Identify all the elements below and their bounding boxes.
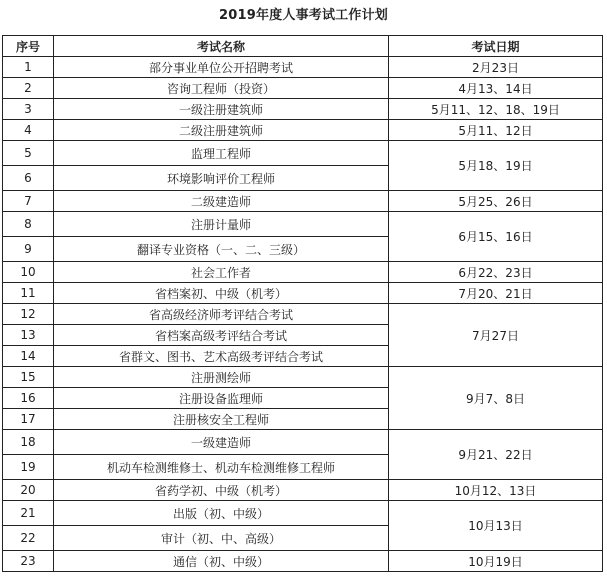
row-no: 16 xyxy=(3,388,54,409)
row-exam-name: 审计（初、中、高级） xyxy=(54,526,389,551)
row-exam-date: 5月11、12日 xyxy=(389,120,603,141)
row-no: 12 xyxy=(3,304,54,325)
row-exam-name: 咨询工程师（投资） xyxy=(54,78,389,99)
row-exam-name: 注册测绘师 xyxy=(54,367,389,388)
row-exam-name: 注册核安全工程师 xyxy=(54,409,389,430)
header-exam-name: 考试名称 xyxy=(54,36,389,57)
row-no: 5 xyxy=(3,141,54,166)
row-exam-date: 7月27日 xyxy=(389,304,603,367)
row-exam-date: 6月15、16日 xyxy=(389,212,603,262)
row-no: 11 xyxy=(3,283,54,304)
row-exam-name: 省药学初、中级（机考） xyxy=(54,480,389,501)
row-exam-date: 10月12、13日 xyxy=(389,480,603,501)
row-exam-name: 翻译专业资格（一、二、三级） xyxy=(54,237,389,262)
table-row xyxy=(3,212,603,237)
row-exam-name: 一级建造师 xyxy=(54,430,389,455)
row-exam-date: 6月22、23日 xyxy=(389,262,603,283)
row-exam-date: 10月19日 xyxy=(389,551,603,572)
row-no: 9 xyxy=(3,237,54,262)
row-no: 4 xyxy=(3,120,54,141)
row-exam-name: 通信（初、中级） xyxy=(54,551,389,572)
table-row xyxy=(3,367,603,388)
row-no: 20 xyxy=(3,480,54,501)
row-exam-name: 二级注册建筑师 xyxy=(54,120,389,141)
row-exam-date: 2月23日 xyxy=(389,57,603,78)
row-no: 8 xyxy=(3,212,54,237)
table-header-row xyxy=(3,36,603,57)
row-exam-date: 7月20、21日 xyxy=(389,283,603,304)
row-exam-name: 省档案初、中级（机考） xyxy=(54,283,389,304)
row-exam-date: 5月18、19日 xyxy=(389,141,603,191)
row-exam-name: 注册设备监理师 xyxy=(54,388,389,409)
row-exam-name: 部分事业单位公开招聘考试 xyxy=(54,57,389,78)
row-no: 7 xyxy=(3,191,54,212)
table-row xyxy=(3,57,603,78)
row-exam-name: 一级注册建筑师 xyxy=(54,99,389,120)
row-exam-date: 9月21、22日 xyxy=(389,430,603,480)
row-exam-date: 4月13、14日 xyxy=(389,78,603,99)
table-row xyxy=(3,551,603,572)
row-no: 22 xyxy=(3,526,54,551)
row-no: 6 xyxy=(3,166,54,191)
row-exam-date: 5月25、26日 xyxy=(389,191,603,212)
row-no: 3 xyxy=(3,99,54,120)
row-exam-name: 机动车检测维修士、机动车检测维修工程师 xyxy=(54,455,389,480)
row-no: 14 xyxy=(3,346,54,367)
row-no: 15 xyxy=(3,367,54,388)
row-exam-name: 二级建造师 xyxy=(54,191,389,212)
row-no: 19 xyxy=(3,455,54,480)
table-row xyxy=(3,141,603,166)
row-no: 21 xyxy=(3,501,54,526)
header-exam-date: 考试日期 xyxy=(389,36,603,57)
table-row xyxy=(3,480,603,501)
table-row xyxy=(3,501,603,526)
table-row xyxy=(3,283,603,304)
table-row xyxy=(3,191,603,212)
row-exam-date: 10月13日 xyxy=(389,501,603,551)
row-exam-name: 省高级经济师考评结合考试 xyxy=(54,304,389,325)
table-row xyxy=(3,262,603,283)
row-exam-name: 出版（初、中级） xyxy=(54,501,389,526)
row-no: 18 xyxy=(3,430,54,455)
page-title: 2019年度人事考试工作计划 xyxy=(219,8,388,23)
row-no: 1 xyxy=(3,57,54,78)
row-exam-name: 监理工程师 xyxy=(54,141,389,166)
table-row xyxy=(3,99,603,120)
exam-schedule-table xyxy=(2,35,603,572)
header-no: 序号 xyxy=(3,36,54,57)
row-no: 13 xyxy=(3,325,54,346)
table-row xyxy=(3,304,603,325)
table-row xyxy=(3,78,603,99)
row-exam-name: 省群文、图书、艺术高级考评结合考试 xyxy=(54,346,389,367)
row-exam-name: 环境影响评价工程师 xyxy=(54,166,389,191)
row-no: 23 xyxy=(3,551,54,572)
row-exam-name: 注册计量师 xyxy=(54,212,389,237)
row-no: 17 xyxy=(3,409,54,430)
row-no: 2 xyxy=(3,78,54,99)
row-exam-name: 社会工作者 xyxy=(54,262,389,283)
row-exam-name: 省档案高级考评结合考试 xyxy=(54,325,389,346)
row-exam-date: 5月11、12、18、19日 xyxy=(389,99,603,120)
table-row xyxy=(3,120,603,141)
table-row xyxy=(3,430,603,455)
row-exam-date: 9月7、8日 xyxy=(389,367,603,430)
row-no: 10 xyxy=(3,262,54,283)
